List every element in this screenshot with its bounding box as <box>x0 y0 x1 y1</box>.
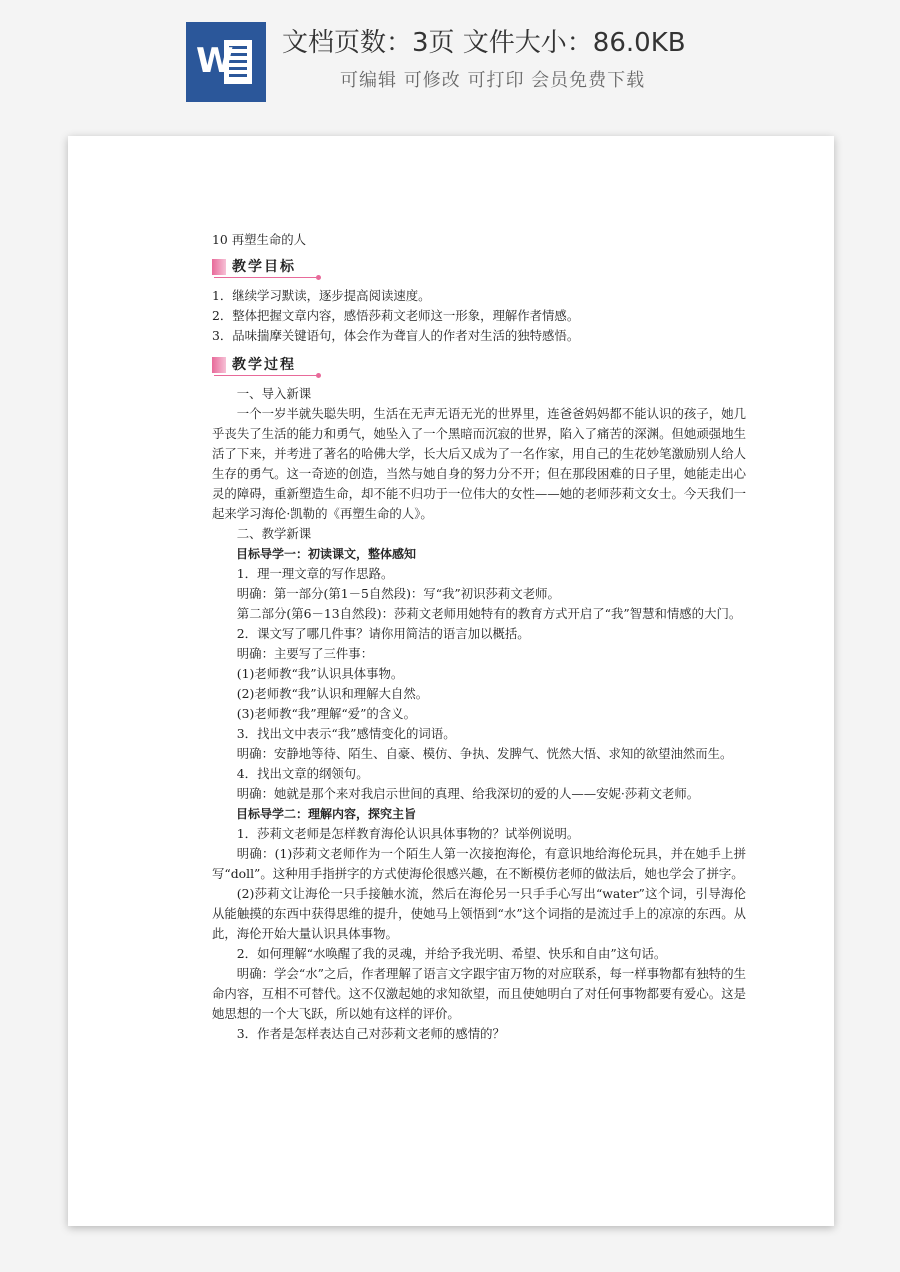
question: 1．莎莉文老师是怎样教育海伦认识具体事物的？试举例说明。 <box>236 826 580 841</box>
paragraph: 一个一岁半就失聪失明，生活在无声无语无光的世界里，连爸爸妈妈都不能认识的孩子，她几乎丧失了生活的能力和勇气，她坠入了一个黑暗而沉寂的世界，陷入了痛苦的深渊。但她顽强地生活了下来，并考进了著名的哈佛大学，长大后又成为了一名作家，用自己的生花妙笔激励别人给人生存的勇气。这一奇迹的创造，当然与她自身的努力分不开；但在那段困难的日子里，她能走出心灵的障碍，重新塑造生命，却不能不归功于一位伟大的女性——她的老师莎莉文女士。今天我们一起来学习海伦·凯勒的《再塑生命的人》。 <box>212 406 746 521</box>
answer: 明确：主要写了三件事： <box>236 646 374 661</box>
subsection-heading: 二、教学新课 <box>236 526 312 541</box>
question: 3．找出文中表示“我”感情变化的词语。 <box>236 726 456 741</box>
pink-flag-icon <box>212 357 226 373</box>
objective-item: 3．品味揣摩关键语句，体会作为聋盲人的作者对生活的独特感悟。 <box>212 328 580 343</box>
answer: 明确：学会“水”之后，作者理解了语言文字跟宇宙万物的对应联系，每一样事物都有独特的生命内容，互相不可替代。这不仅激起她的求知欲望，而且使她明白了对任何事物都要有爱心。这是她思想的一个大飞跃，所以她有这样的评价。 <box>212 966 746 1021</box>
document-content <box>212 230 746 1044</box>
question: 3．作者是怎样表达自己对莎莉文老师的感情的？ <box>236 1026 505 1041</box>
list-item: (1)老师教“我”认识具体事物。 <box>236 666 404 681</box>
objective-item: 2．整体把握文章内容，感悟莎莉文老师这一形象，理解作者情感。 <box>212 308 580 323</box>
question: 2．如何理解“水唤醒了我的灵魂，并给予我光明、希望、快乐和自由”这句话。 <box>236 946 667 961</box>
word-document-icon: W <box>186 22 266 102</box>
answer: 明确：(1)莎莉文老师作为一个陌生人第一次接抱海伦，有意识地给海伦玩具，并在她手上拼写“doll”。这种用手指拼字的方式使海伦很感兴趣，在不断模仿老师的做法后，她也学会了拼字。 <box>212 846 746 881</box>
list-item: (3)老师教“我”理解“爱”的含义。 <box>236 706 416 721</box>
goal-heading: 目标导学一：初读课文，整体感知 <box>236 547 417 561</box>
section-heading-process: 教学过程 <box>212 352 746 378</box>
download-header <box>0 0 900 130</box>
answer: 明确：安静地等待、陌生、自豪、模仿、争执、发脾气、恍然大悟、求知的欲望油然而生。 <box>236 746 733 761</box>
answer: 明确：第一部分(第1－5自然段)：写“我”初识莎莉文老师。 <box>236 586 560 601</box>
question: 1．理一理文章的写作思路。 <box>236 566 394 581</box>
objective-item: 1．继续学习默读，逐步提高阅读速度。 <box>212 288 431 303</box>
file-info-title: 文档页数：3页 文件大小：86.0KB <box>282 28 686 58</box>
question: 2．课文写了哪几件事？请你用简洁的语言加以概括。 <box>236 626 530 641</box>
file-info-subtitle: 可编辑 可修改 可打印 会员免费下载 <box>340 70 646 91</box>
list-item: (2)老师教“我”认识和理解大自然。 <box>236 686 429 701</box>
answer: 第二部分(第6－13自然段)：莎莉文老师用她特有的教育方式开启了“我”智慧和情感的大门。 <box>236 606 742 621</box>
document-page <box>68 136 834 1226</box>
answer: 明确：她就是那个来对我启示世间的真理、给我深切的爱的人——安妮·莎莉文老师。 <box>236 786 700 801</box>
document-title: 10 再塑生命的人 <box>212 232 307 247</box>
question: 4．找出文章的纲领句。 <box>236 766 369 781</box>
subsection-heading: 一、导入新课 <box>236 386 312 401</box>
goal-heading: 目标导学二：理解内容，探究主旨 <box>236 807 417 821</box>
section-heading-objectives: 教学目标 <box>212 254 746 280</box>
answer: (2)莎莉文让海伦一只手接触水流，然后在海伦另一只手手心写出“water”这个词，引导海伦从能触摸的东西中获得思维的提升，使她马上领悟到“水”这个词指的是流过手上的凉凉的东西。从此，海伦开始大量认识具体事物。 <box>212 886 746 941</box>
pink-flag-icon <box>212 259 226 275</box>
